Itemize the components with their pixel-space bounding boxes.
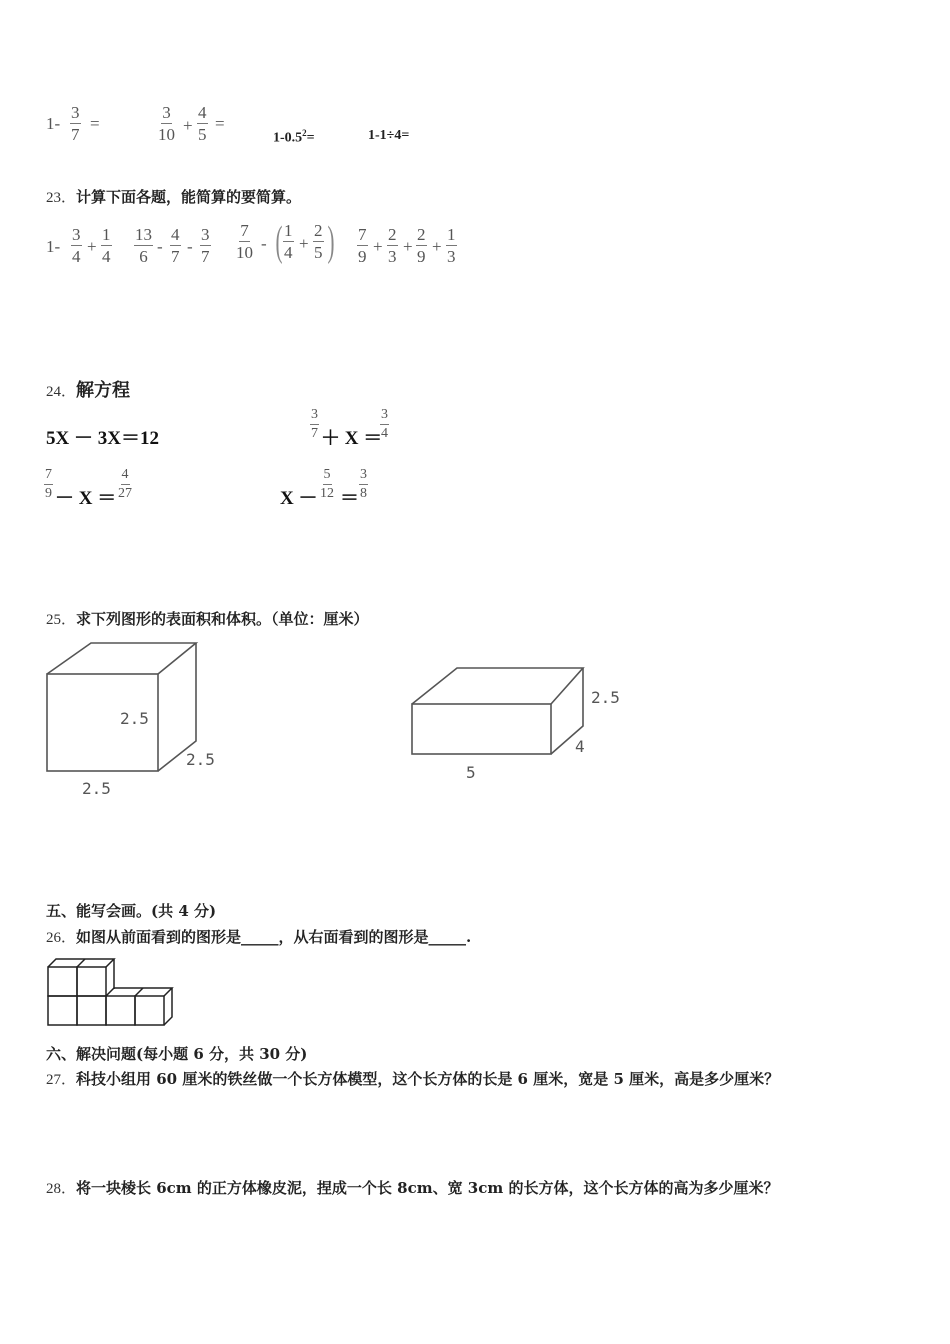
question-number: 25． [46, 612, 77, 628]
q24-eq3-frac2 [118, 468, 132, 501]
q23-e3-frac2 [283, 222, 294, 261]
q23-e1-op: + [87, 237, 97, 256]
denominator: 9 [358, 247, 367, 266]
cube-unit [135, 996, 164, 1025]
q26-heading [46, 926, 471, 947]
cube-height-label: 2.5 [120, 709, 149, 728]
question-number: 27． [46, 1072, 77, 1088]
denominator: 10 [236, 243, 253, 262]
question-text: 科技小组用 60 厘米的铁丝做一个长方体模型，这个长方体的长是 6 厘米，宽是 5 厘米，高是多少厘米？ [76, 1070, 780, 1088]
q24-eq2-frac2 [380, 408, 389, 441]
denominator: 5 [198, 125, 207, 144]
question-text: 解方程 [76, 380, 131, 401]
q24-eq3-frac1 [44, 468, 53, 501]
q23-e2-op2: - [187, 237, 193, 256]
cuboid-top-face [412, 668, 583, 704]
numerator: 4 [171, 225, 180, 244]
q24-eq4-mid: ＝ [340, 488, 360, 509]
row1-item3-base: 1-0.5 [273, 130, 303, 146]
cuboid-front-face [412, 704, 551, 754]
row1-item2-fraction-a [158, 104, 175, 143]
numerator: 7 [240, 221, 249, 240]
cube-top-face [47, 643, 196, 674]
q28-heading [46, 1177, 778, 1198]
denominator: 9 [45, 486, 52, 501]
cube-depth-label: 2.5 [186, 750, 215, 769]
left-paren-icon: ( [275, 219, 283, 265]
q24-eq2-frac1 [310, 408, 319, 441]
q24-eq2-mid: ＋ X ＝ [321, 428, 383, 449]
denominator: 6 [139, 247, 148, 266]
q23-e2-frac3 [200, 226, 211, 265]
numerator: 2 [388, 225, 397, 244]
row1-item3 [273, 128, 315, 147]
denominator: 5 [314, 243, 323, 262]
q24-eq3-mid: － X ＝ [55, 488, 117, 509]
q23-e4-frac2 [387, 226, 398, 265]
question-text: 求下列图形的表面积和体积。（单位：厘米） [76, 610, 369, 628]
q23-e4-op1: + [373, 237, 383, 256]
cube-unit [48, 996, 77, 1025]
section6-heading: 六、解决问题(每小题 6 分，共 30 分) [46, 1045, 308, 1063]
denominator: 4 [102, 247, 111, 266]
q23-e4-frac1 [357, 226, 368, 265]
q23-e4-op3: + [432, 237, 442, 256]
cuboid-depth-label: 4 [575, 737, 585, 756]
q23-e2-frac2 [170, 226, 181, 265]
denominator: 4 [72, 247, 81, 266]
q24-eq1: 5X － 3X＝12 [46, 428, 159, 449]
cube-unit [48, 967, 77, 996]
denominator: 3 [388, 247, 397, 266]
numerator: 4 [198, 103, 207, 122]
q23-e1-frac2 [101, 226, 112, 265]
denominator: 8 [360, 486, 367, 501]
q23-e3-op2: + [299, 234, 309, 253]
row1-item2-op: + [183, 116, 193, 135]
cuboid-figure [405, 660, 635, 785]
question-text: 将一块棱长 6cm 的正方体橡皮泥，捏成一个长 8cm、宽 3cm 的长方体，这个长方体的高为多少厘米？ [76, 1179, 779, 1197]
denominator: 27 [118, 486, 132, 501]
numerator: 3 [380, 408, 389, 425]
numerator: 4 [121, 468, 130, 485]
denominator: 7 [171, 247, 180, 266]
row1-item1-prefix: 1- [46, 114, 61, 133]
numerator: 7 [44, 468, 53, 485]
cube-width-label: 2.5 [82, 779, 111, 798]
row1-item1-equals: = [90, 114, 100, 133]
question-number: 23． [46, 190, 77, 206]
row1-item2-equals: = [215, 114, 225, 133]
cube-side-edge [164, 988, 172, 1025]
q23-e1-prefix: 1- [46, 237, 61, 256]
denominator: 7 [71, 125, 80, 144]
row1-item3-exponent: 2 [302, 128, 307, 138]
q23-e4-op2: + [403, 237, 413, 256]
denominator: 10 [158, 125, 175, 144]
cuboid-height-label: 2.5 [591, 688, 620, 707]
q23-e2-frac1 [134, 226, 153, 265]
denominator: 12 [320, 486, 334, 501]
numerator: 1 [102, 225, 111, 244]
numerator: 3 [71, 103, 80, 122]
numerator: 5 [323, 468, 332, 485]
numerator: 3 [201, 225, 210, 244]
question-text: 如图从前面看到的图形是_____，从右面看到的图形是_____. [76, 928, 472, 946]
denominator: 9 [417, 247, 426, 266]
numerator: 3 [72, 225, 81, 244]
numerator: 7 [358, 225, 367, 244]
denominator: 3 [447, 247, 456, 266]
q23-e3-frac1 [236, 222, 253, 261]
q27-heading [46, 1068, 779, 1089]
cube-stack-figure [44, 955, 179, 1030]
cube-unit [106, 996, 135, 1025]
numerator: 3 [310, 408, 319, 425]
cube-unit [77, 996, 106, 1025]
q24-heading [46, 376, 130, 402]
cube-edge [77, 959, 85, 967]
q23-e4-frac4 [446, 226, 457, 265]
question-number: 26． [46, 930, 77, 946]
cube-edge [135, 988, 143, 996]
denominator: 7 [201, 247, 210, 266]
numerator: 1 [284, 221, 293, 240]
numerator: 2 [417, 225, 426, 244]
row1-item2-fraction-b [197, 104, 208, 143]
cuboid-width-label: 5 [466, 763, 476, 782]
numerator: 2 [314, 221, 323, 240]
numerator: 3 [359, 468, 368, 485]
q24-eq4-frac1 [320, 468, 334, 501]
right-paren-icon: ) [327, 219, 335, 265]
q23-e2-op1: - [157, 237, 163, 256]
numerator: 1 [447, 225, 456, 244]
row1-item1-fraction [70, 104, 81, 143]
q23-e1-frac1 [71, 226, 82, 265]
row1-item4: 1-1÷4= [368, 128, 410, 143]
denominator: 4 [284, 243, 293, 262]
q23-e3-frac3 [313, 222, 324, 261]
q24-eq4-pre: X － [280, 488, 318, 509]
denominator: 4 [381, 426, 388, 441]
q23-heading [46, 186, 301, 207]
q23-e4-frac3 [416, 226, 427, 265]
q25-heading [46, 608, 369, 629]
q23-e3-op1: - [261, 234, 267, 253]
numerator: 13 [135, 225, 152, 244]
cube-unit [77, 967, 106, 996]
row1-item3-equals: = [306, 130, 315, 146]
question-number: 28． [46, 1181, 77, 1197]
question-number: 24． [46, 384, 77, 400]
numerator: 3 [162, 103, 171, 122]
question-text: 计算下面各题，能简算的要简算。 [76, 188, 302, 206]
denominator: 7 [311, 426, 318, 441]
cube-figure [40, 638, 240, 803]
q24-eq4-frac2 [359, 468, 368, 501]
section5-heading: 五、能写会画。(共 4 分) [46, 902, 217, 920]
